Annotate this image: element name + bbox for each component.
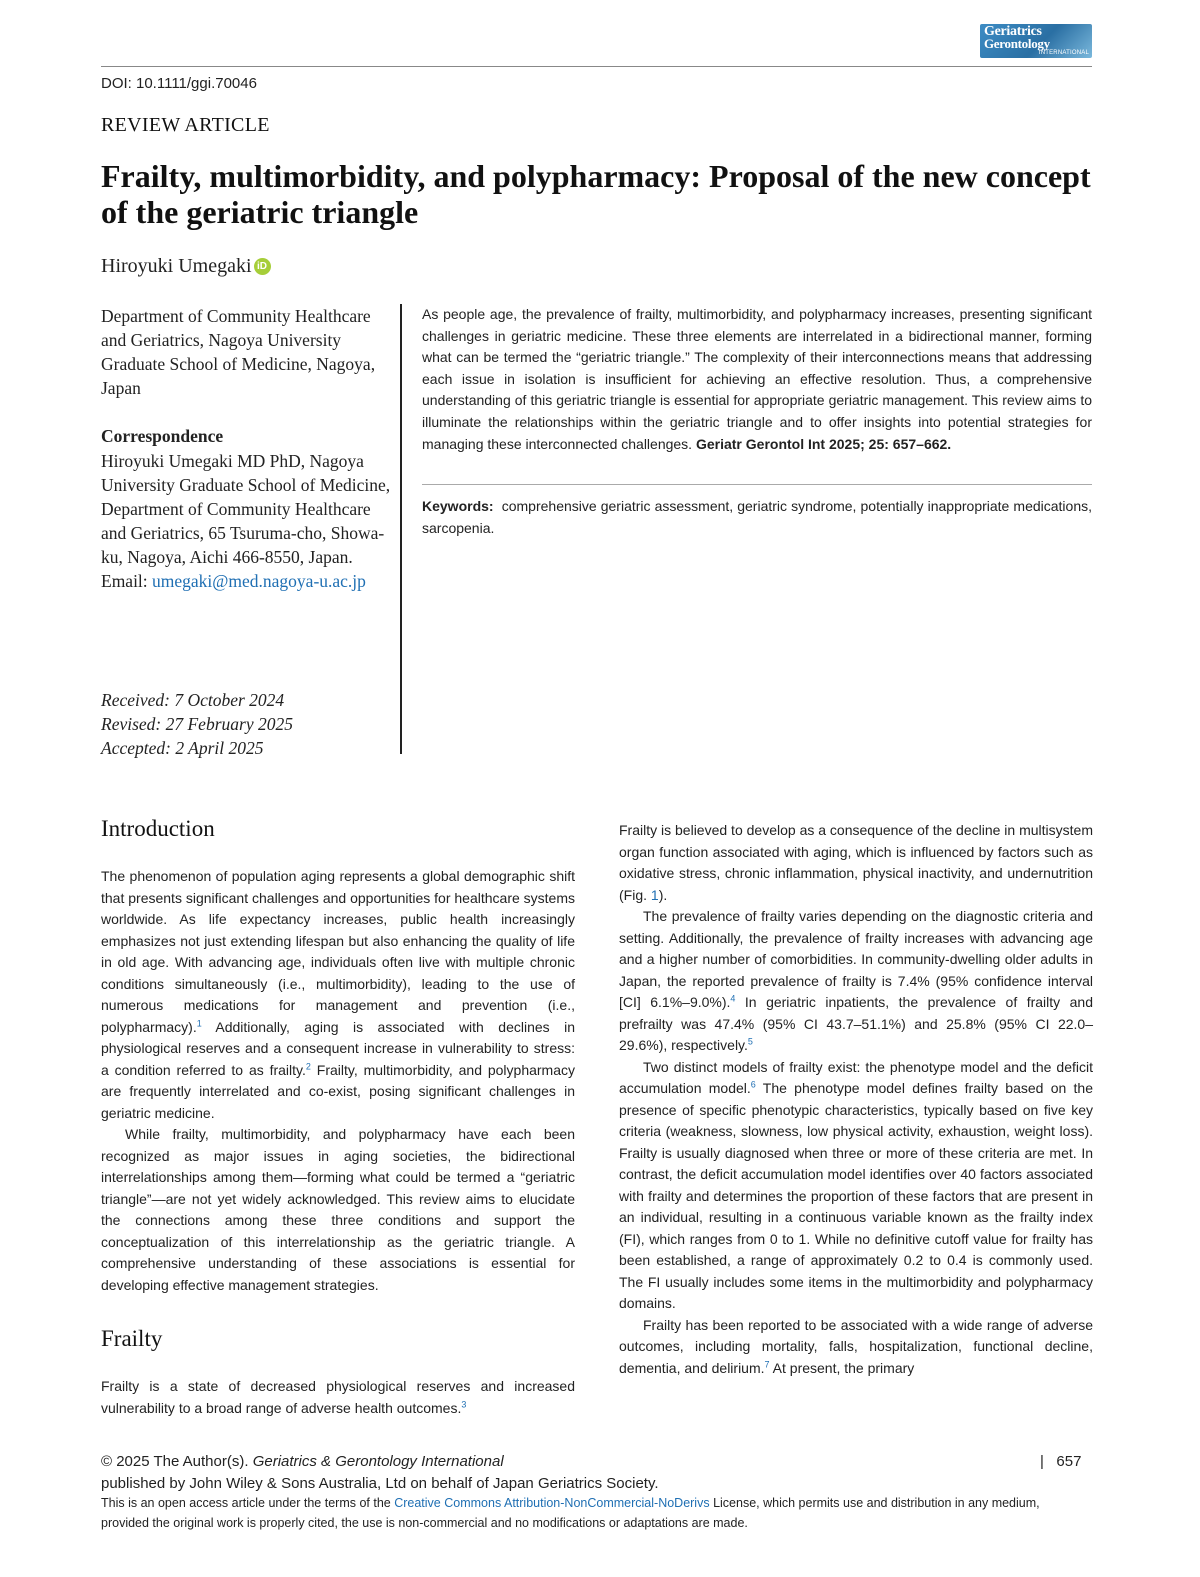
keywords-label: Keywords: — [422, 498, 494, 514]
frailty-body-continued — [619, 820, 1093, 1379]
ref-link[interactable]: 2 — [305, 1060, 311, 1071]
keywords-rule — [422, 484, 1092, 485]
ref-link[interactable]: 3 — [461, 1398, 467, 1409]
abstract-text: As people age, the prevalence of frailty, multimorbidity, and polypharmacy increases, presenting significant challenges in geriatric medicine. These three elements are interrelated in a bidirectional manner, forming what can be termed the “geriatric triangle.” The complexity of their interconnections means that addressing each issue in isolation is insufficient for achieving an effective resolution. Thus, a comprehensive understanding of this geriatric triangle is essential for appropriate geriatric management. This review aims to illuminate the relationships within the geriatric triangle and to offer insights into potential strategies for managing these interconnected challenges. — [422, 306, 1092, 452]
text-run: ). — [658, 886, 668, 903]
accepted-date: Accepted: 2 April 2025 — [101, 738, 264, 758]
journal-logo: Geriatrics Gerontology INTERNATIONAL — [980, 24, 1092, 58]
abstract-citation: Geriatr Gerontol Int 2025; 25: 657–662. — [695, 435, 952, 452]
email-label: Email: — [101, 571, 148, 591]
orcid-icon[interactable]: iD — [254, 258, 271, 275]
frailty-paragraph-3 — [619, 1057, 1093, 1315]
ref-link[interactable]: 4 — [730, 993, 736, 1004]
text-run: Frailty, multimorbidity, and polypharmacy are frequently interrelated and co-exist, posing significant challenges in geriatric medicine. — [101, 1061, 575, 1121]
figure-link[interactable]: 1 — [650, 886, 659, 903]
page-number: | 657 — [1040, 1453, 1082, 1470]
journal-name: Geriatrics & Gerontology International — [252, 1453, 504, 1470]
page-number-value: 657 — [1056, 1453, 1082, 1470]
received-date: Received: 7 October 2024 — [101, 690, 285, 710]
frailty-paragraph-4 — [619, 1315, 1093, 1380]
header-rule — [101, 66, 1092, 67]
text-run: Frailty is a state of decreased physiological reserves and increased vulnerability to a broad range of adverse health outcomes. — [101, 1378, 575, 1416]
frailty-paragraph-2 — [619, 906, 1093, 1057]
text-run: The prevalence of frailty varies depending on the diagnostic criteria and setting. Additionally, the prevalence of frailty increases with advancing age and a higher number of comorbidities. In community-dwelling older adults in Japan, the reported prevalence of frailty is 7.4% (95% confidence interval [CI] 6.1%–9.0%). — [619, 908, 1093, 1010]
correspondence-text: Hiroyuki Umegaki MD PhD, Nagoya University Graduate School of Medicine, Department of Community Healthcare and Geriatrics, 65 Tsuruma-cho, Showa-ku, Nagoya, Aichi 466-8550, Japan. — [101, 451, 391, 567]
frailty-paragraph-1-end — [619, 820, 1093, 906]
text-run: Additionally, aging is associated with declines in physiological reserves and a consequent increase in vulnerability to stress: a condition referred to as frailty. — [101, 1018, 575, 1078]
article-type: REVIEW ARTICLE — [101, 114, 270, 136]
article-dates — [101, 688, 293, 760]
affiliation: Department of Community Healthcare and Geriatrics, Nagoya University Graduate School of Medicine, Nagoya, Japan — [101, 306, 376, 398]
ref-link[interactable]: 7 — [764, 1358, 770, 1369]
ref-link[interactable]: 6 — [750, 1079, 756, 1090]
text-run: At present, the primary — [769, 1359, 915, 1376]
revised-date: Revised: 27 February 2025 — [101, 714, 293, 734]
correspondence-body — [101, 449, 396, 593]
author-name[interactable]: Hiroyuki Umegaki — [101, 255, 252, 277]
text-run: In geriatric inpatients, the prevalence of frailty and prefrailty was 47.4% (95% CI 43.7–51.1%) and 25.8% (95% CI 22.0–29.6%), respectively. — [619, 994, 1093, 1053]
frailty-heading: Frailty — [101, 1326, 163, 1351]
abstract-divider — [400, 304, 402, 754]
text-run: The phenomenon of population aging represents a global demographic shift that presents significant challenges and opportunities for healthcare systems worldwide. As life expectancy increases, public health increasingly emphasizes not just extending lifespan but also enhancing the quality of life in old age. With advancing age, individuals often live with multiple chronic conditions simultaneously (i.e., multimorbidity), leading to the use of numerous medications for management and prevention (i.e., polypharmacy). — [101, 868, 575, 1035]
copyright-line — [101, 1453, 504, 1470]
introduction-heading: Introduction — [101, 816, 215, 841]
frailty-body-start — [101, 1376, 575, 1419]
email-link[interactable]: umegaki@med.nagoya-u.ac.jp — [152, 571, 366, 591]
introduction-body — [101, 866, 575, 1296]
doi[interactable]: DOI: 10.1111/ggi.70046 — [101, 75, 257, 92]
introduction-paragraph-2: While frailty, multimorbidity, and polypharmacy have each been recognized as major issues in aging societies, the bidirectional interrelationships among them—forming what could be termed a “geriatric triangle”—are not yet widely acknowledged. This review aims to elucidate the connections among these three conditions and support the conceptualization of this interrelationship as the geriatric triangle. A comprehensive understanding of these associations is essential for developing effective management strategies. — [101, 1126, 575, 1293]
ref-link[interactable]: 1 — [196, 1017, 202, 1028]
text-run: Two distinct models of frailty exist: the phenotype model and the deficit accumulation model. — [619, 1058, 1093, 1096]
text-run: This is an open access article under the terms of the — [101, 1496, 391, 1510]
text-run: License, which permits use and distribution in any medium, provided the original work is properly cited, the use is non-commercial and no modifications or adaptations are made. — [101, 1496, 1040, 1530]
ref-link[interactable]: 5 — [747, 1036, 753, 1047]
frailty-paragraph-1-start — [101, 1376, 575, 1419]
abstract — [422, 304, 1092, 455]
introduction-paragraph-1 — [101, 866, 575, 1124]
author-line — [101, 255, 271, 278]
keywords — [422, 496, 1092, 539]
license-text — [101, 1493, 1091, 1533]
article-title: Frailty, multimorbidity, and polypharmacy: Proposal of the new concept of the geriatric triangle — [101, 158, 1091, 230]
publisher-line: published by John Wiley & Sons Australia, Ltd on behalf of Japan Geriatrics Society. — [101, 1475, 659, 1492]
text-run: The phenotype model defines frailty based on the presence of specific phenotypic characteristics, typically based on five key criteria (weakness, slowness, low physical activity, exhaustion, weight loss). Frailty is usually diagnosed when three or more of these criteria are met. In contrast, the deficit accumulation model identifies over 40 factors associated with frailty and determines the proportion of these factors that are present in an individual, resulting in a continuous variable known as the frailty index (FI), which ranges from 0 to 1. While no definitive cutoff value for frailty has been established, a range of approximately 0.2 to 0.4 is commonly used. The FI usually includes some items in the multimorbidity and polypharmacy domains. — [619, 1080, 1093, 1311]
license-link[interactable]: Creative Commons Attribution-NonCommercial-NoDerivs — [394, 1496, 710, 1510]
keywords-text: comprehensive geriatric assessment, geriatric syndrome, potentially inappropriate medications, sarcopenia. — [422, 498, 1092, 536]
copyright: © 2025 The Author(s). — [101, 1453, 249, 1470]
text-run: Frailty is believed to develop as a consequence of the decline in multisystem organ function associated with aging, which is influenced by factors such as oxidative stress, chronic inflammation, physical inactivity, and undernutrition (Fig. — [619, 822, 1093, 903]
correspondence-heading: Correspondence — [101, 426, 224, 446]
text-run: Frailty has been reported to be associated with a wide range of adverse outcomes, including mortality, falls, hospitalization, functional decline, dementia, and delirium. — [619, 1316, 1093, 1376]
